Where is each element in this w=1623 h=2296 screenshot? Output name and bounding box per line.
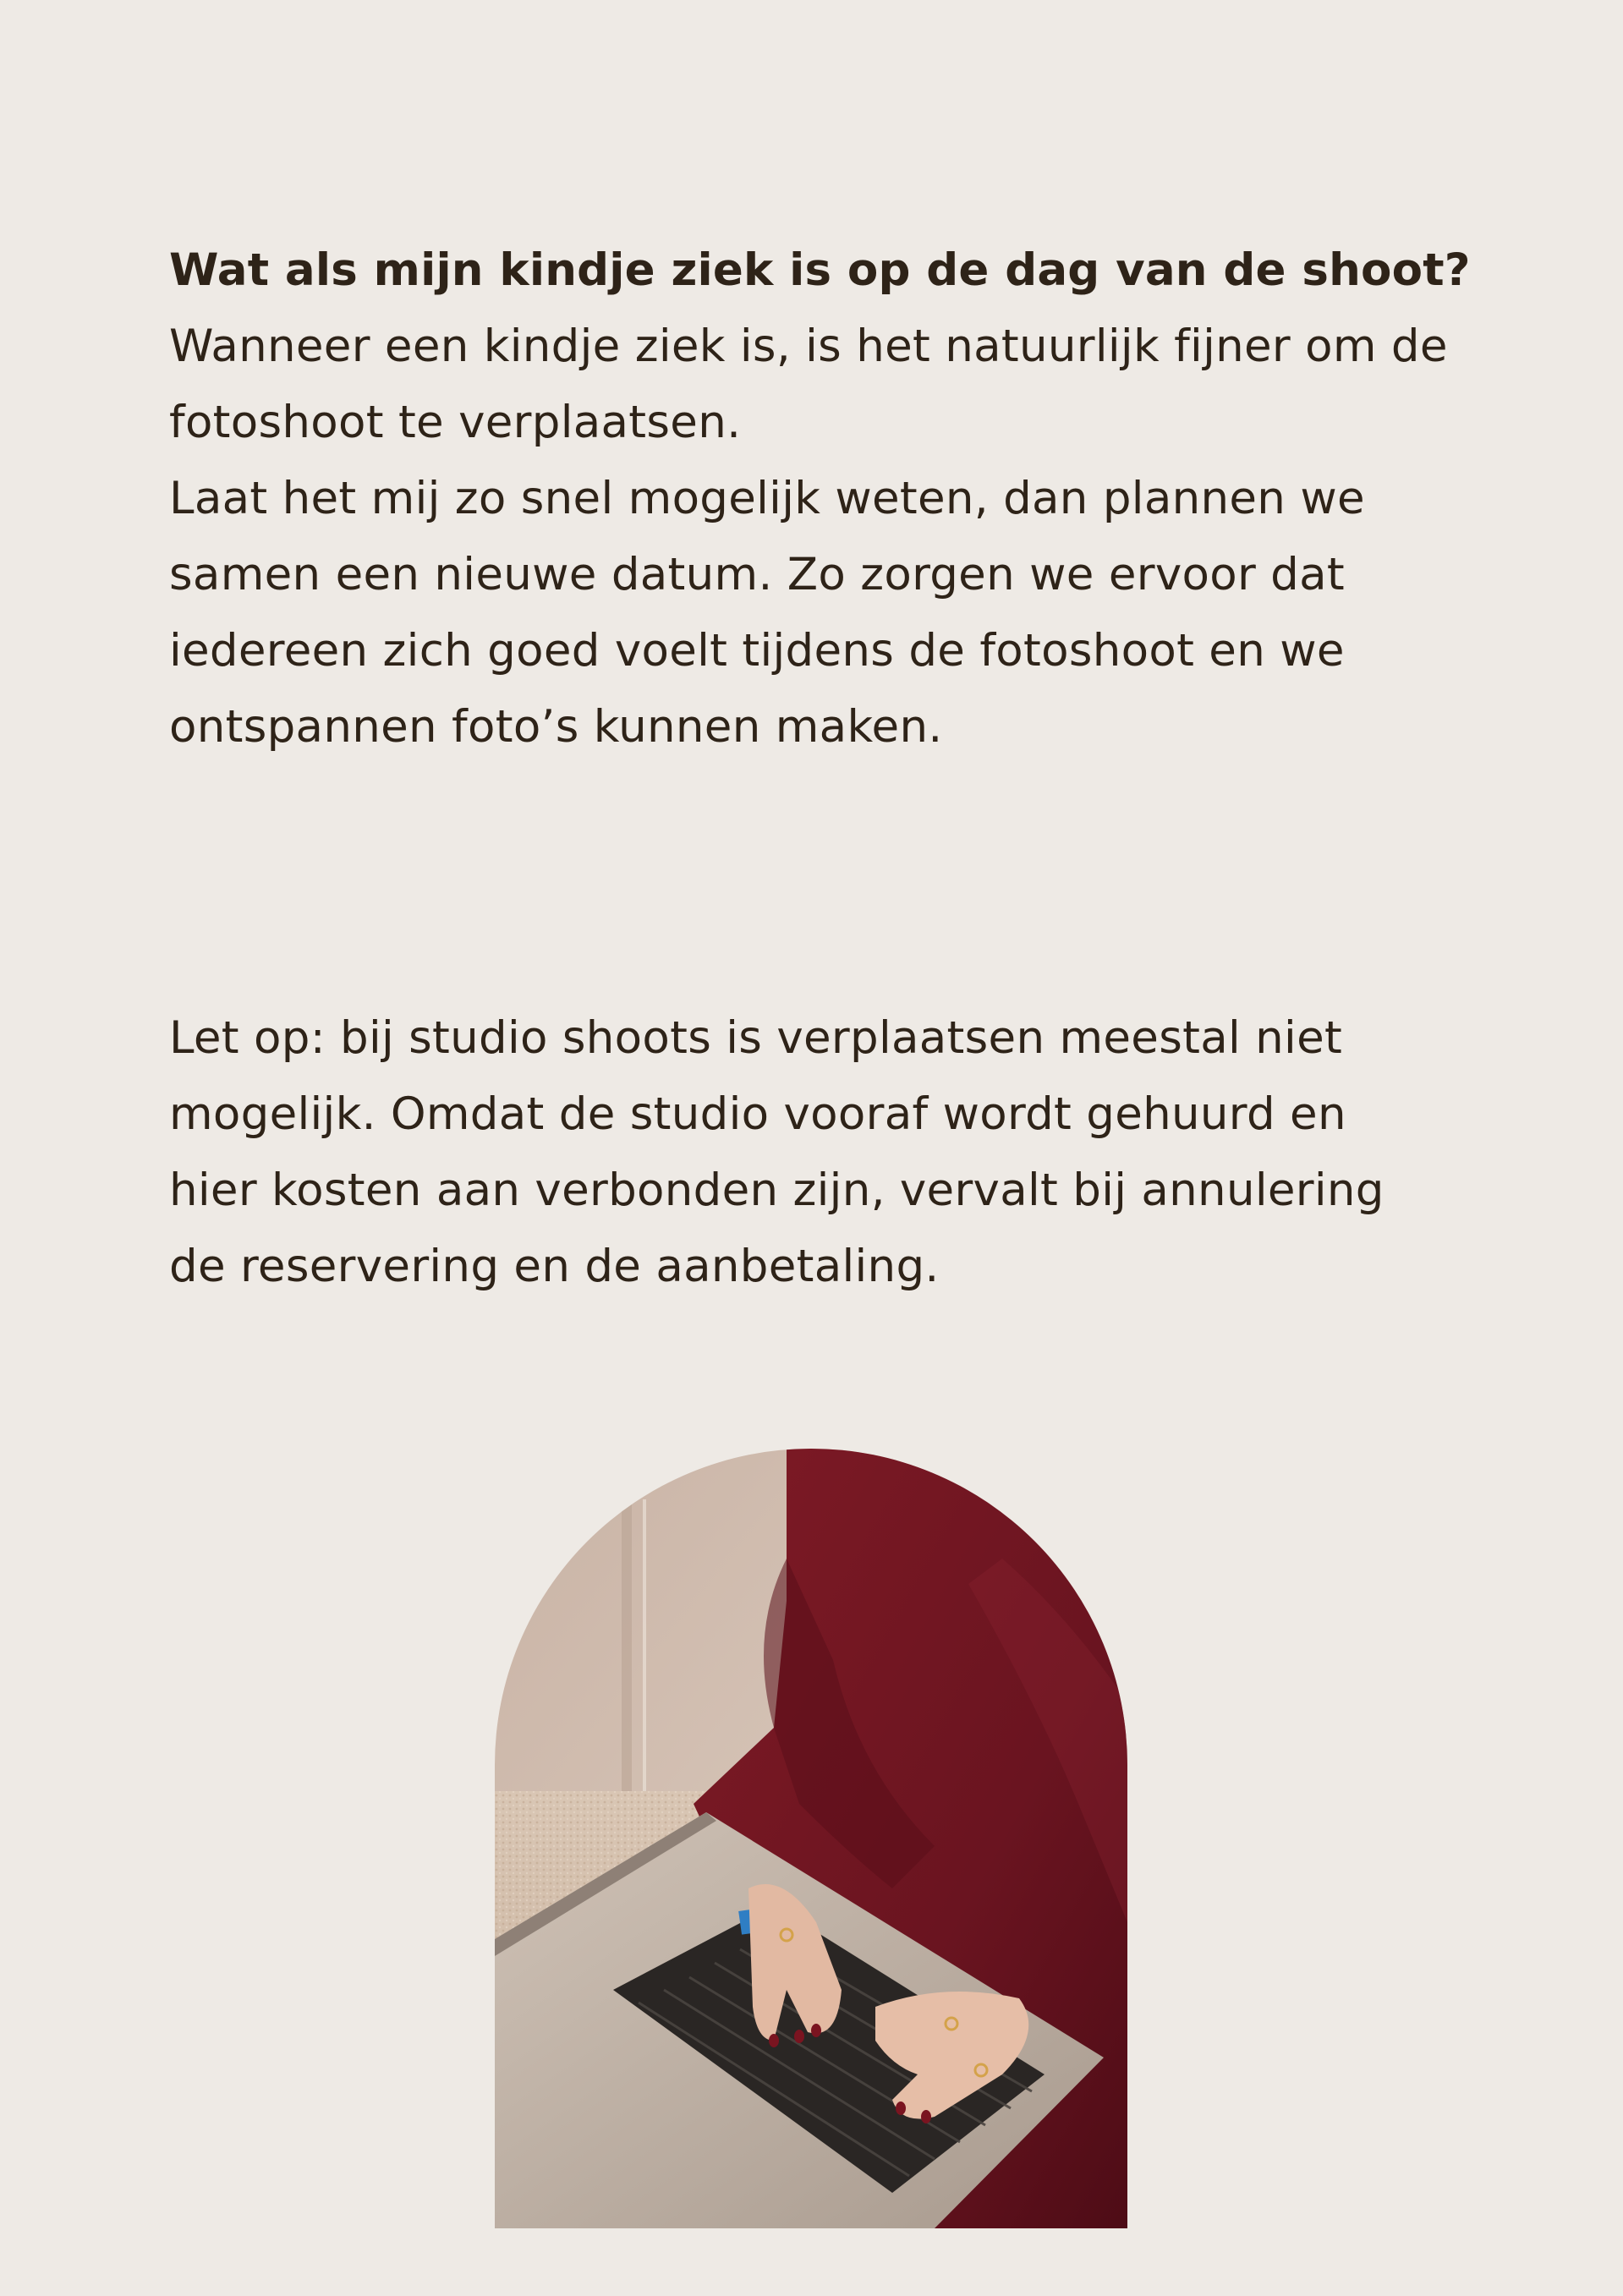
faq-answer [169, 309, 1489, 765]
arch-photo-laptop [495, 1449, 1127, 2228]
faq-answer-line: fotoshoot te verplaatsen. [169, 397, 742, 448]
faq-answer-line: iedereen zich goed voelt tijdens de fotoshoot en we [169, 625, 1345, 677]
faq-section [169, 233, 1489, 765]
note-line: hier kosten aan verbonden zijn, vervalt bij annulering [169, 1164, 1384, 1216]
note-line: mogelijk. Omdat de studio vooraf wordt gehuurd en [169, 1088, 1346, 1140]
photo-illustration [495, 1449, 1127, 2228]
faq-question: Wat als mijn kindje ziek is op de dag van de shoot? [169, 244, 1471, 296]
studio-note [169, 1000, 1489, 1305]
note-line: Let op: bij studio shoots is verplaatsen meestal niet [169, 1012, 1343, 1064]
faq-answer-line: Laat het mij zo snel mogelijk weten, dan plannen we [169, 473, 1365, 524]
faq-answer-line: ontspannen foto’s kunnen maken. [169, 701, 943, 753]
note-line: de reservering en de aanbetaling. [169, 1241, 940, 1292]
faq-answer-line: Wanneer een kindje ziek is, is het natuurlijk fijner om de [169, 321, 1448, 372]
faq-answer-line: samen een nieuwe datum. Zo zorgen we ervoor dat [169, 549, 1345, 600]
